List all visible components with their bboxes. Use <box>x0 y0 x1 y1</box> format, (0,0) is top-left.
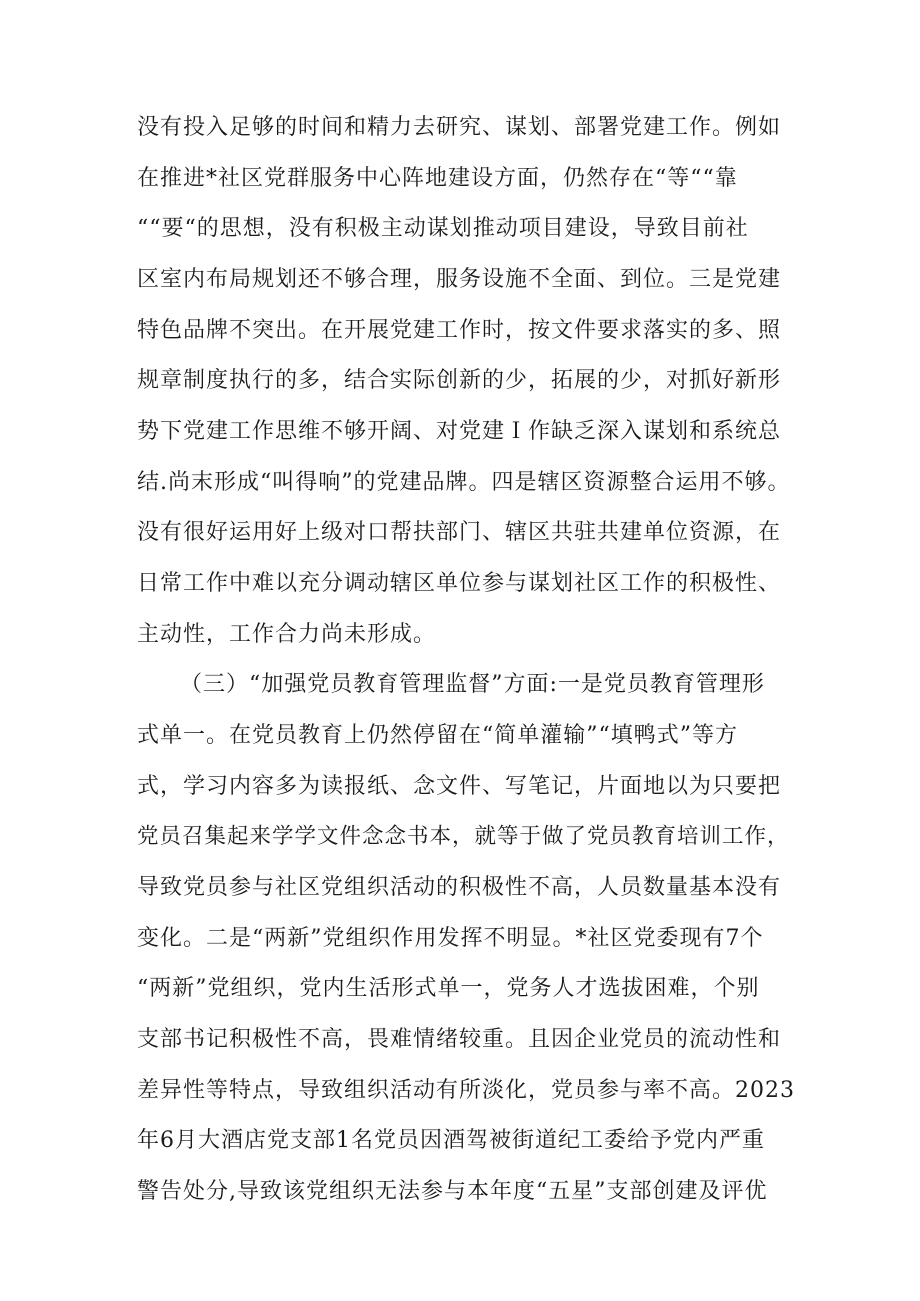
text-line: 支部书记积极性不高，畏难情绪较重。且因企业党员的流动性和 <box>137 1027 782 1052</box>
text-line: 日常工作中难以充分调动辖区单位参与谋划社区工作的积极性、 <box>137 571 782 596</box>
text-line: 导致党员参与社区党组织活动的积极性不高，人员数量基本没有 <box>137 875 782 900</box>
text-line: 在推进*社区党群服务中心阵地建设方面，仍然存在“等““靠 <box>137 166 738 191</box>
section-heading-line: （三）“加强党员教育管理监督”方面:一是党员教育管理形 <box>180 672 765 697</box>
text-line: 没有投入足够的时间和精力去研究、谋划、部署党建工作。例如 <box>137 115 782 140</box>
text-line: 结.尚末形成“叫得响”的党建品牌。四是辖区资源整合运用不够。 <box>137 470 791 495</box>
text-line: 式，学习内容多为读报纸、念文件、写笔记，片面地以为只要把 <box>137 774 782 799</box>
text-line: 式单一。在党员教育上仍然停留在“简单灌输”“填鸭式”等方 <box>137 723 738 748</box>
text-line: 党员召集起来学学文件念念书本，就等于做了党员教育培训工作， <box>137 824 790 849</box>
text-line: 年6月大酒店党支部1名党员因酒驾被街道纪工委给予党内严重 <box>137 1128 765 1153</box>
text-line: 变化。二是“两新”党组织作用发挥不明显。*社区党委现有7个 <box>137 926 764 951</box>
text-line: 特色品牌不突出。在开展党建工作时，按文件要求落实的多、照 <box>137 318 782 343</box>
text-line: 势下党建工作思维不够开阔、对党建Ｉ作缺乏深入谋划和系统总 <box>137 419 782 444</box>
text-line: 警告处分,导致该党组织无法参与本年度“五星”支部创建及评优 <box>137 1179 768 1204</box>
text-line: 主动性，工作合力尚未形成。 <box>137 622 437 647</box>
text-line: 差异性等特点，导致组织活动有所淡化，党员参与率不高。2023 <box>137 1078 795 1103</box>
text-line: 规章制度执行的多，结合实际创新的少，拓展的少，对抓好新形 <box>137 368 782 393</box>
text-line: ““要“的思想，没有积极主动谋划推动项目建设，导致目前社 <box>137 216 749 241</box>
text-line: 没有很好运用好上级对口帮扶部门、辖区共驻共建单位资源，在 <box>137 520 782 545</box>
text-line: 区室内布局规划还不够合理，服务设施不全面、到位。三是党建 <box>137 267 782 292</box>
text-line: “两新”党组织，党内生活形式单一，党务人才选拔困难，个别 <box>137 976 760 1001</box>
